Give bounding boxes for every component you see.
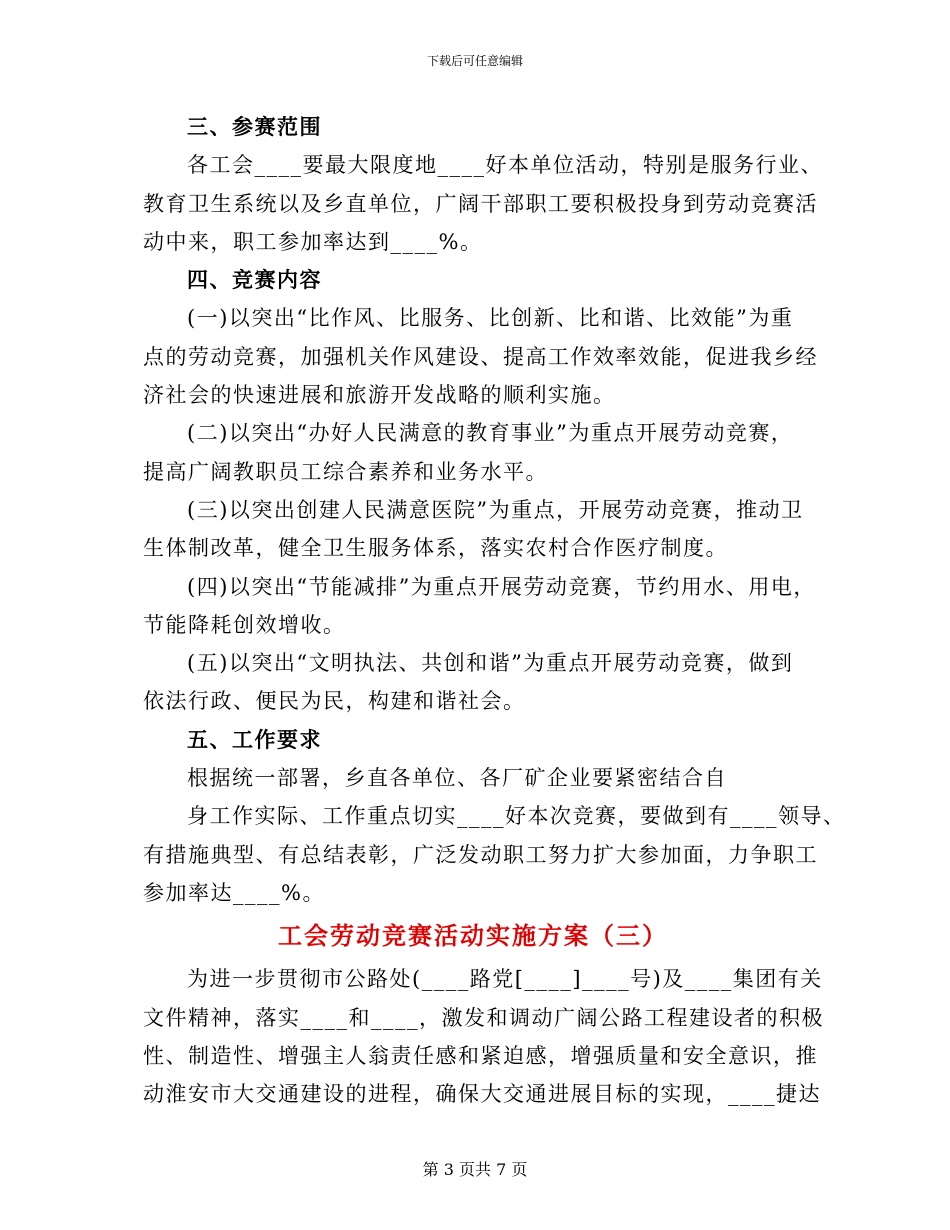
paragraph-line: 动中来，职工参加率达到____%。	[143, 229, 483, 254]
section-title: 工会劳动竞赛活动实施方案（三）	[278, 921, 668, 951]
paragraph-line: (五)以突出“文明执法、共创和谐”为重点开展劳动竞赛，做到	[187, 651, 794, 676]
paragraph-line: 生体制改革，健全卫生服务体系，落实农村合作医疗制度。	[143, 536, 728, 561]
paragraph-line: (二)以突出“办好人民满意的教育事业”为重点开展劳动竞赛，	[187, 421, 794, 446]
paragraph-line: 性、制造性、增强主人翁责任感和紧迫感，增强质量和安全意识，推	[143, 1043, 818, 1068]
paragraph-line: 文件精神，落实____和____，激发和调动广阔公路工程建设者的积极	[143, 1005, 824, 1030]
section-heading: 三、参赛范围	[187, 114, 322, 139]
paragraph-line: 各工会____要最大限度地____好本单位活动，特别是服务行业、	[187, 153, 823, 178]
paragraph-line: 有措施典型、有总结表彰，广泛发动职工努力扩大参加面，力争职工	[143, 842, 818, 867]
paragraph-line: 根据统一部署，乡直各单位、各厂矿企业要紧密结合自	[187, 766, 727, 791]
section-heading: 四、竞赛内容	[187, 267, 322, 293]
paragraph-line: 参加率达____%。	[143, 880, 325, 905]
page-footer: 第 3 页共 7 页	[422, 1160, 528, 1179]
paragraph-line: (四)以突出“节能减排”为重点开展劳动竞赛，节约用水、用电，	[187, 574, 816, 599]
document-body	[143, 108, 846, 1113]
section-heading: 五、工作要求	[187, 726, 322, 752]
paragraph-line: 为进一步贯彻市公路处(____路党[____]____号)及____集团有关	[187, 967, 823, 992]
paragraph-line: 点的劳动竞赛，加强机关作风建设、提高工作效率效能，促进我乡经	[143, 344, 818, 369]
paragraph-line: 动淮安市大交通建设的进程，确保大交通进展目标的实现，____捷达	[143, 1082, 821, 1107]
paragraph-line: 提高广阔教职员工综合素养和业务水平。	[143, 459, 548, 484]
page-header: 下载后可任意编辑	[426, 54, 523, 68]
paragraph-line: 教育卫生系统以及乡直单位，广阔干部职工要积极投身到劳动竞赛活	[143, 191, 818, 216]
paragraph-line: 身工作实际、工作重点切实____好本次竞赛，要做到有____领导、	[187, 804, 846, 829]
paragraph-line: 节能降耗创效增收。	[143, 612, 346, 637]
paragraph-line: 依法行政、便民为民，构建和谐社会。	[143, 689, 526, 714]
paragraph-line: 济社会的快速进展和旅游开发战略的顺利实施。	[143, 383, 616, 408]
paragraph-line: (三)以突出创建人民满意医院”为重点，开展劳动竞赛，推动卫	[187, 497, 804, 522]
paragraph-line: (一)以突出“比作风、比服务、比创新、比和谐、比效能”为重	[187, 306, 794, 331]
